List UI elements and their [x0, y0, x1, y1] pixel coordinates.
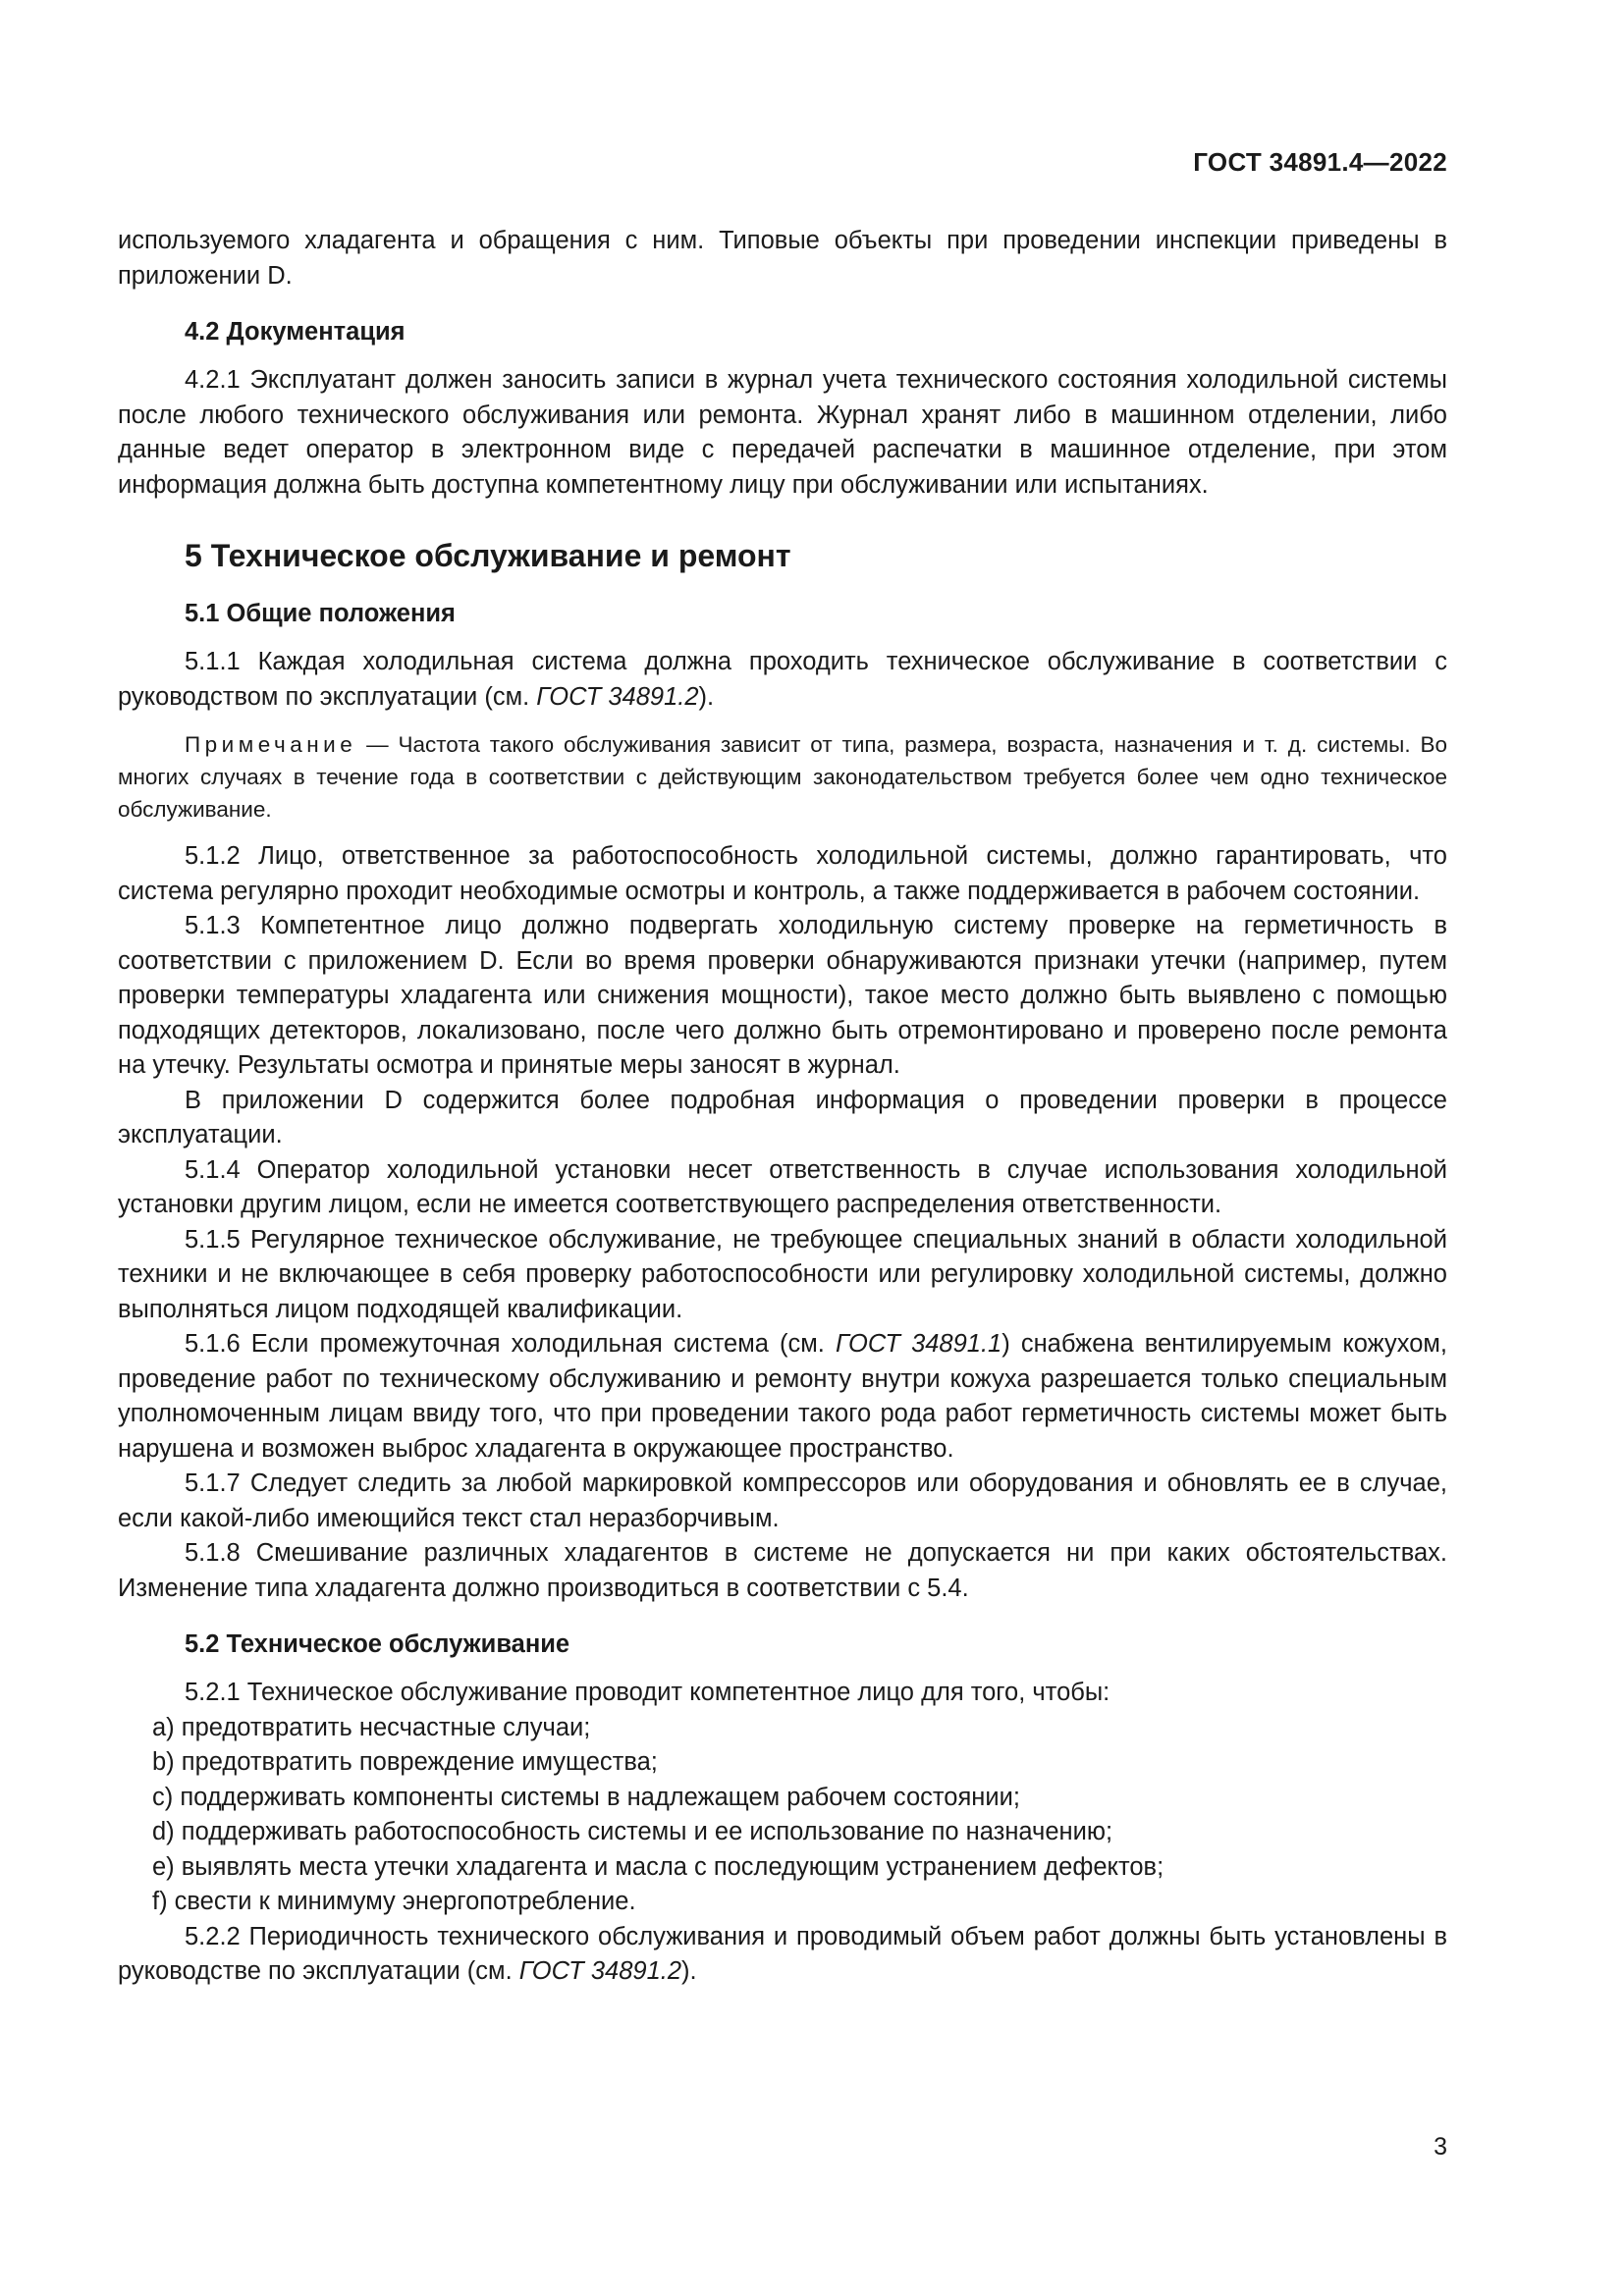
- paragraph-5-1-2: 5.1.2 Лицо, ответственное за работоспособность холодильной системы, должно гарантировать, что система регулярно проходит необходимые осмотры и контроль, а также поддерживается в рабочем состоянии.: [118, 842, 1447, 905]
- paragraph-5-1-3-extra: В приложении D содержится более подробная информация о проведении проверки в процессе эксплуатации.: [118, 1086, 1447, 1148]
- intro-paragraph: используемого хладагента и обращения с ним. Типовые объекты при проведении инспекции приведены в приложении D.: [118, 227, 1447, 290]
- reference-gost-34891-2: ГОСТ 34891.2: [536, 682, 699, 711]
- note-5-1-1: Примечание — Частота такого обслуживания зависит от типа, размера, возраста, назначения и т. д. системы. Во многих случаях в течение года в соответствии с действующим законодательством требуется более чем одно техническое обслуживание.: [118, 732, 1447, 822]
- reference-gost-34891-2: ГОСТ 34891.2: [518, 1957, 682, 1985]
- list-item: b) предотвратить повреждение имущества;: [152, 1748, 658, 1776]
- section-5-1-title: 5.1 Общие положения: [185, 600, 456, 627]
- section-4-2-title: 4.2 Документация: [185, 318, 406, 346]
- paragraph-5-1-4: 5.1.4 Оператор холодильной установки несет ответственность в случае использования холодильной установки другим лицом, если не имеется соответствующего распределения ответственности.: [118, 1155, 1447, 1218]
- paragraph-5-2-2: 5.2.2 Периодичность технического обслуживания и проводимый объем работ должны быть установлены в руководстве по эксплуатации (см. ГОСТ 34891.2).: [118, 1922, 1447, 1985]
- note-label: Примечание: [185, 732, 357, 757]
- list-item: f) свести к минимуму энергопотребление.: [152, 1888, 636, 1915]
- document-page: [118, 0, 1447, 2296]
- list-item: d) поддерживать работоспособность системы и ее использование по назначению;: [152, 1818, 1113, 1845]
- list-item: c) поддерживать компоненты системы в надлежащем рабочем состоянии;: [152, 1783, 1020, 1811]
- paragraph-5-1-5: 5.1.5 Регулярное техническое обслуживание, не требующее специальных знаний в области холодильной техники и не включающее в себя проверку работоспособности или регулировку холодильной системы, должно выполняться лицом подходящей квалификации.: [118, 1225, 1447, 1323]
- standard-code-header: ГОСТ 34891.4—2022: [1193, 147, 1447, 177]
- list-item: e) выявлять места утечки хладагента и масла с последующим устранением дефектов;: [152, 1852, 1164, 1881]
- paragraph-5-1-7: 5.1.7 Следует следить за любой маркировкой компрессоров или оборудования и обновлять ее в случае, если какой-либо имеющийся текст стал неразборчивым.: [118, 1469, 1447, 1532]
- paragraph-4-2-1: 4.2.1 Эксплуатант должен заносить записи в журнал учета технического состояния холодильной системы после любого технического обслуживания или ремонта. Журнал хранят либо в машинном отделении, либо данные ведет оператор в электронном виде с передачей распечатки в машинное отделение, при этом информация должна быть доступна компетентному лицу при обслуживании или испытаниях.: [118, 366, 1447, 499]
- page-number: 3: [1434, 2133, 1447, 2161]
- paragraph-5-1-3: 5.1.3 Компетентное лицо должно подвергать холодильную систему проверке на герметичность в соответствии с приложением D. Если во время проверки обнаруживаются признаки утечки (например, путем проверки температуры хладагента или снижения мощности), такое место должно быть выявлено с помощью подходящих детекторов, локализовано, после чего должно быть отремонтировано и проверено после ремонта на утечку. Результаты осмотра и принятые меры заносят в журнал.: [118, 912, 1447, 1079]
- paragraph-5-1-1: 5.1.1 Каждая холодильная система должна проходить техническое обслуживание в соответствии с руководством по эксплуатации (см. ГОСТ 34891.2).: [118, 648, 1447, 711]
- paragraph-5-2-1: 5.2.1 Техническое обслуживание проводит компетентное лицо для того, чтобы:: [185, 1679, 1110, 1706]
- reference-gost-34891-1: ГОСТ 34891.1: [835, 1330, 1002, 1358]
- page-content: [118, 224, 1447, 1990]
- list-item: a) предотвратить несчастные случаи;: [152, 1713, 591, 1741]
- section-5-title: 5 Техническое обслуживание и ремонт: [185, 538, 791, 573]
- paragraph-5-1-6: 5.1.6 Если промежуточная холодильная система (см. ГОСТ 34891.1) снабжена вентилируемым кожухом, проведение работ по техническому обслуживанию и ремонту внутри кожуха разрешается только специальным уполномоченным лицам ввиду того, что при проведении такого рода работ герметичность системы может быть нарушена и возможен выброс хладагента в окружающее пространство.: [118, 1330, 1448, 1463]
- paragraph-5-1-8: 5.1.8 Смешивание различных хладагентов в системе не допускается ни при каких обстоятельствах. Изменение типа хладагента должно производиться в соответствии с 5.4.: [118, 1539, 1447, 1602]
- maintenance-goals-list: [118, 1711, 1447, 1920]
- section-5-2-title: 5.2 Техническое обслуживание: [185, 1630, 570, 1658]
